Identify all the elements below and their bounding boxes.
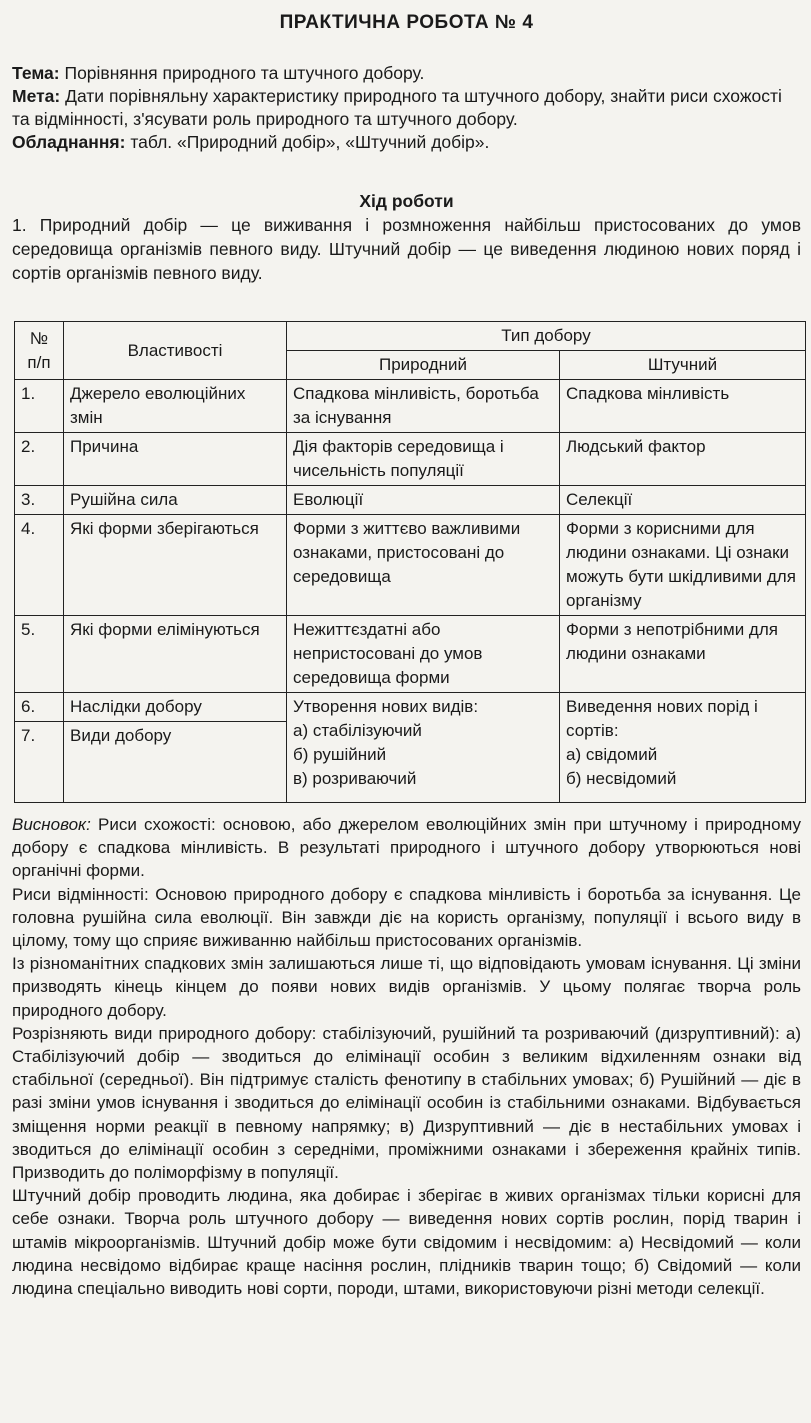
equipment-text: табл. «Природний добір», «Штучний добір». [130,132,490,152]
row-natural: Спадкова мінливість, боротьба за існування [287,380,560,433]
conclusion-paragraph: Розрізняють види природного добору: стабілізуючий, рушійний та розриваючий (дизруптивний): а) Стабілізуючий добір — зводиться до елімінації особин з великим відхиленням ознаки від стабільної (середньої). Він підтримує сталість фенотипу в стабільних умовах; б) Рушійний — діє в разі зміни умов існування і зводиться до елімінації особин із стабільними ознаками. Відбувається зміщення норми реакції в певному напрямку; в) Дизруптивний — діє в нестабільних умовах і зводиться до елімінації особин з середніми, проміжними ознаками і збереження крайніх типів. Призводить до поліморфізму в популяції. [12,1023,801,1183]
row-num: 5. [15,616,64,693]
page-title: ПРАКТИЧНА РОБОТА № 4 [279,12,534,33]
merged-line: Виведення нових порід і сортів: [566,697,758,740]
row-num: 2. [15,433,64,486]
conclusion-label: Висновок: [12,815,91,834]
merged-natural-cell [287,693,560,803]
table-row [15,616,806,693]
goal-line [12,85,801,131]
topic-label: Тема: [12,63,60,83]
conclusion-block [12,813,801,1300]
table-row [15,433,806,486]
row-artificial: Форми з непотрібними для людини ознаками [560,616,806,693]
topic-line [12,62,801,85]
row-num: 3. [15,486,64,515]
row-num: 6. [15,693,64,722]
conclusion-paragraph: Штучний добір проводить людина, яка добирає і зберігає в живих організмах тільки корисні для себе ознаки. Творча роль штучного добору — виведення нових сортів рослин, порід тварин і штамів мікроорганізмів. Штучний добір може бути свідомим і несвідомим: а) Несвідомий — коли людина несвідомо відбирає краще насіння рослин, плідників тварин тощо; б) Свідомий — коли людина спеціально виводить нові сорти, породи, штами, використовуючи різні методи селекції. [12,1186,801,1299]
row-artificial: Селекції [560,486,806,515]
table-row [15,380,806,433]
row-property: Джерело еволюційних змін [64,380,287,433]
row-artificial: Спадкова мінливість [560,380,806,433]
equipment-label: Обладнання: [12,132,126,152]
table-header-row [15,322,806,351]
meta-block [12,62,801,154]
merged-artificial-cell [560,693,806,803]
row-property: Які форми елімінуються [64,616,287,693]
merged-line: Утворення нових видів: [293,697,479,716]
row-property: Види добору [64,722,287,803]
conclusion-paragraph: Із різноманітних спадкових змін залишаються лише ті, що відповідають умовам існування. Ці зміни призводять кінець кінцем до появи нових видів організмів. У цьому полягає творча роль природного добору. [12,954,801,1020]
row-num: 1. [15,380,64,433]
intro-paragraph: 1. Природний добір — це виживання і розмноження найбільш пристосованих до умов середовища організмів певного виду. Штучний добір — це виведення людиною нових поряд і сортів організмів певного виду. [12,215,801,283]
topic-text: Порівняння природного та штучного добору. [64,63,425,83]
merged-line: а) свідомий [566,745,658,764]
merged-line: б) несвідомий [566,769,677,788]
conclusion-text: Риси схожості: основою, або джерелом еволюційних змін при штучному і природному добору є спадкова мінливість. В результаті природного і штучного добору утворюються нові органічні форми. [12,815,801,881]
table-row [15,693,806,722]
row-natural: Форми з життєво важливими ознаками, пристосовані до середовища [287,515,560,616]
merged-line: в) розриваючий [293,769,417,788]
row-property: Причина [64,433,287,486]
row-property: Рушійна сила [64,486,287,515]
row-natural: Дія факторів середовища і чисельність популяції [287,433,560,486]
conclusion-paragraph [12,813,801,883]
comparison-table [14,321,806,803]
header-num: № п/п [15,322,64,380]
goal-text: Дати порівняльну характеристику природного та штучного добору, знайти риси схожості та відмінності, з'ясувати роль природного та штучного добору. [12,86,782,129]
procedure-heading: Хід роботи [359,191,454,211]
row-natural: Нежиттєздатні або непристосовані до умов середовища форми [287,616,560,693]
row-artificial: Людський фактор [560,433,806,486]
header-natural: Природний [287,351,560,380]
row-property: Які форми зберігаються [64,515,287,616]
merged-line: б) рушійний [293,745,387,764]
row-num: 7. [15,722,64,803]
header-type: Тип добору [287,322,806,351]
header-property: Властивості [64,322,287,380]
row-natural: Еволюції [287,486,560,515]
equipment-line [12,131,801,154]
table-row [15,486,806,515]
merged-line: а) стабілізуючий [293,721,422,740]
conclusion-paragraph: Риси відмінності: Основою природного добору є спадкова мінливість і боротьба за існування. Це головна рушійна сила еволюції. Він завжди діє на користь організму, популяції і всього виду в цілому, тому що сприяє виживанню найбільш пристосованих організмів. [12,884,801,951]
row-artificial: Форми з корисними для людини ознаками. Ці ознаки можуть бути шкідливими для організму [560,515,806,616]
table-row [15,515,806,616]
header-artificial: Штучний [560,351,806,380]
row-property: Наслідки добору [64,693,287,722]
goal-label: Мета: [12,86,61,106]
row-num: 4. [15,515,64,616]
